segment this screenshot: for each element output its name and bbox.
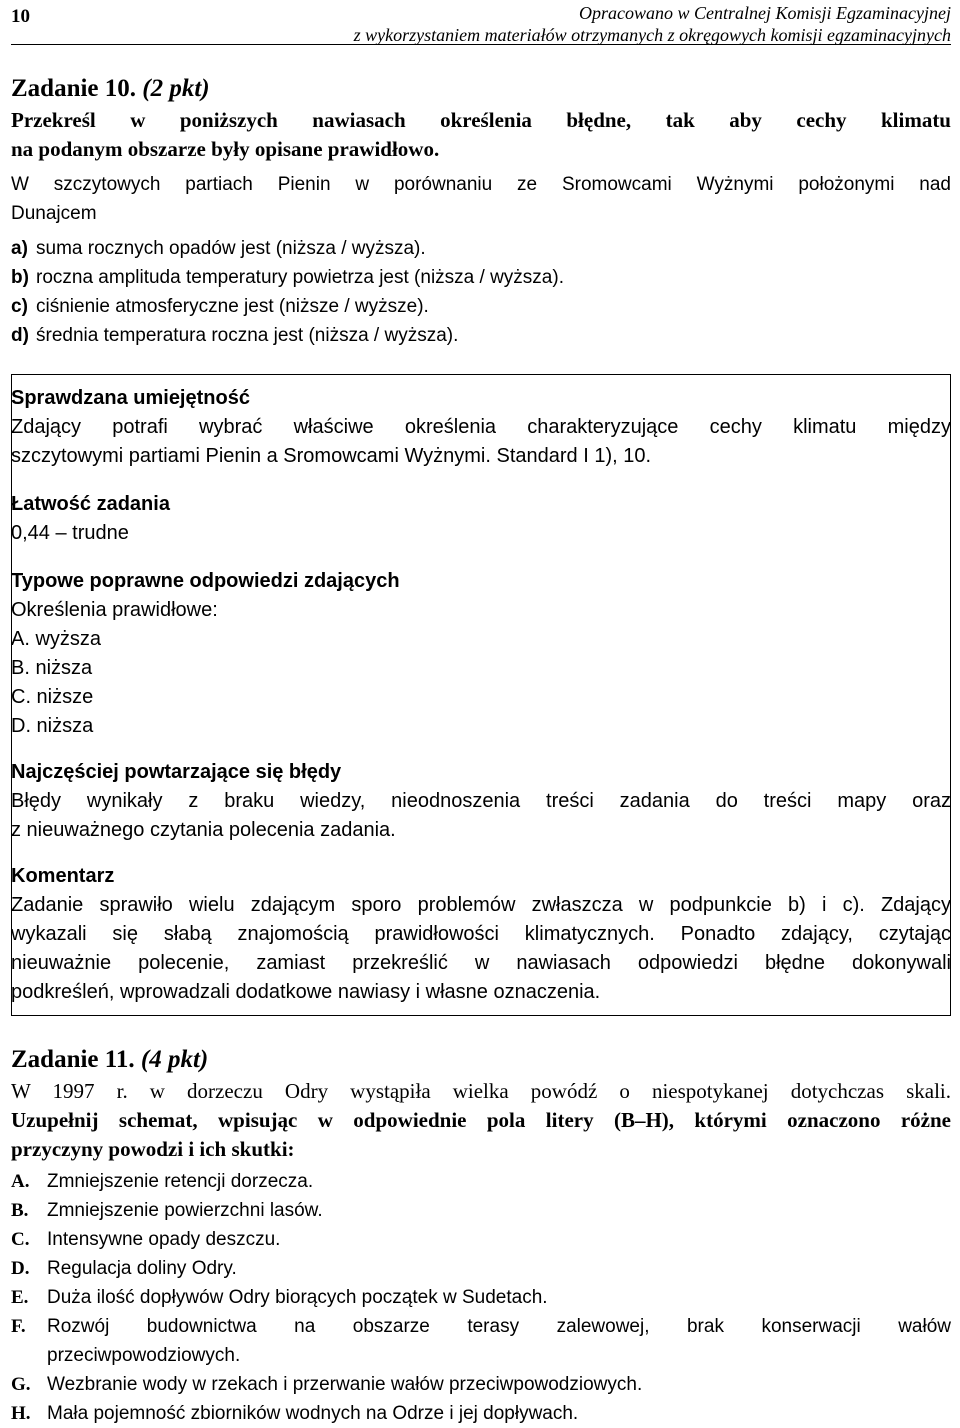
skill-line-2: szczytowymi partiami Pienin a Sromowcami Wyżnymi. Standard I 1), 10.: [11, 445, 652, 467]
task11-title: [11, 1045, 951, 1075]
cause-label: B.: [11, 1200, 29, 1221]
task11-title-text: Zadanie 11.: [11, 1046, 135, 1073]
cause-text: Zmniejszenie powierzchni lasów.: [47, 1200, 323, 1221]
option-label: b): [11, 267, 29, 288]
cause-item-d: [11, 1254, 951, 1283]
task11-causes-list: [11, 1167, 951, 1428]
task10-intro: [11, 170, 951, 228]
task10-option-d: [11, 321, 951, 350]
answer-item: C. niższe: [11, 686, 94, 708]
task10-title-text: Zadanie 10.: [11, 75, 137, 102]
comment-line-2: wykazali się słabą znajomością prawidłowości klimatycznych. Ponadto zdający, czytając: [11, 923, 951, 945]
task11-instruction-line-1: Uzupełnij schemat, wpisując w odpowiednie pola litery (B–H), którymi oznaczono różne: [11, 1108, 951, 1132]
comment-line-1: Zadanie sprawiło wielu zdającym sporo problemów zwłaszcza w podpunkcie b) i c). Zdający: [11, 894, 951, 916]
cause-label: H.: [11, 1403, 31, 1424]
comment-heading: Komentarz: [11, 865, 115, 887]
task10-instruction: [11, 106, 951, 164]
page-number: 10: [11, 6, 30, 27]
cause-text: Intensywne opady deszczu.: [47, 1229, 281, 1250]
header-line-1: Opracowano w Centralnej Komisji Egzaminacyjnej: [579, 3, 951, 23]
cause-text: Zmniejszenie retencji dorzecza.: [47, 1171, 314, 1192]
task10-instruction-line-2: na podanym obszarze były opisane prawidłowo.: [11, 137, 440, 161]
task11-intro: [11, 1077, 951, 1106]
answer-item: A. wyższa: [11, 628, 102, 650]
option-text: średnia temperatura roczna jest (niższa / wyższa).: [36, 325, 459, 346]
cause-item-c: [11, 1225, 951, 1254]
answers-section: [11, 567, 951, 741]
cause-label: A.: [11, 1171, 30, 1192]
task10-option-a: [11, 234, 951, 263]
cause-item-e: [11, 1283, 951, 1312]
header-source-note: [354, 2, 951, 46]
task10-option-c: [11, 292, 951, 321]
task11-points: (4 pkt): [140, 1046, 209, 1073]
answer-item: B. niższa: [11, 657, 93, 679]
cause-item-a: [11, 1167, 951, 1196]
cause-item-h: [11, 1399, 951, 1428]
page-header: [11, 0, 951, 45]
errors-line-2: z nieuważnego czytania polecenia zadania.: [11, 819, 396, 841]
option-text: ciśnienie atmosferyczne jest (niższe / wyższe).: [36, 296, 429, 317]
task10-title: [11, 74, 951, 104]
option-label: c): [11, 296, 28, 317]
cause-item-g: [11, 1370, 951, 1399]
comment-line-4: podkreśleń, wprowadzali dodatkowe nawiasy i własne oznaczenia.: [11, 981, 601, 1003]
cause-text: Duża ilość dopływów Odry biorących początek w Sudetach.: [47, 1287, 548, 1308]
task10-points: (2 pkt): [142, 75, 210, 102]
cause-label: G.: [11, 1374, 31, 1395]
cause-item-b: [11, 1196, 951, 1225]
task10-option-b: [11, 263, 951, 292]
cause-text: Wezbranie wody w rzekach i przerwanie wałów przeciwpowodziowych.: [47, 1374, 643, 1395]
task11-instruction: [11, 1106, 951, 1164]
skill-heading: Sprawdzana umiejętność: [11, 387, 250, 409]
errors-line-1: Błędy wynikały z braku wiedzy, nieodnoszenia treści zadania do treści mapy oraz: [11, 790, 951, 812]
cause-label: F.: [11, 1316, 26, 1337]
header-line-2: z wykorzystaniem materiałów otrzymanych z okręgowych komisji egzaminacyjnych: [353, 25, 951, 45]
errors-section: [11, 758, 951, 845]
task11-intro-line: W 1997 r. w dorzeczu Odry wystąpiła wielka powódź o niespotykanej dotychczas skali.: [11, 1079, 951, 1103]
task10-intro-line-2: Dunajcem: [11, 203, 97, 224]
cause-item-f-continuation: przeciwpowodziowych.: [47, 1345, 241, 1366]
cause-text: Mała pojemność zbiorników wodnych na Odrze i jej dopływach.: [47, 1403, 579, 1424]
cause-item-f: [11, 1312, 951, 1341]
ease-section: [11, 490, 951, 548]
ease-value: 0,44 – trudne: [11, 522, 129, 544]
answers-intro: Określenia prawidłowe:: [11, 599, 218, 621]
task10-instruction-line-1: Przekreśl w poniższych nawiasach określenia błędne, tak aby cechy klimatu: [11, 108, 951, 132]
skill-section: [11, 384, 951, 471]
option-text: roczna amplituda temperatury powietrza jest (niższa / wyższa).: [36, 267, 564, 288]
task11-instruction-line-2: przyczyny powodzi i ich skutki:: [11, 1137, 295, 1161]
errors-heading: Najczęściej powtarzające się błędy: [11, 761, 342, 783]
answers-heading: Typowe poprawne odpowiedzi zdających: [11, 570, 400, 592]
task10-intro-line-1: W szczytowych partiach Pienin w porównaniu ze Sromowcami Wyżnymi położonymi nad: [11, 174, 951, 195]
skill-line-1: Zdający potrafi wybrać właściwe określenia charakteryzujące cechy klimatu między: [11, 416, 951, 438]
option-text: suma rocznych opadów jest (niższa / wyższa).: [36, 238, 426, 259]
comment-line-3: nieuważnie polecenie, zamiast przekreślić w nawiasach odpowiedzi błędne dokonywali: [11, 952, 951, 974]
cause-label: E.: [11, 1287, 29, 1308]
cause-label: D.: [11, 1258, 30, 1279]
answer-item: D. niższa: [11, 715, 94, 737]
option-label: d): [11, 325, 29, 346]
cause-text: Regulacja doliny Odry.: [47, 1258, 237, 1279]
task10-options: [11, 234, 951, 350]
cause-label: C.: [11, 1229, 30, 1250]
option-label: a): [11, 238, 28, 259]
ease-heading: Łatwość zadania: [11, 493, 170, 515]
cause-text: Rozwój budownictwa na obszarze terasy zalewowej, brak konserwacji wałów: [47, 1316, 951, 1337]
comment-section: [11, 862, 951, 1007]
